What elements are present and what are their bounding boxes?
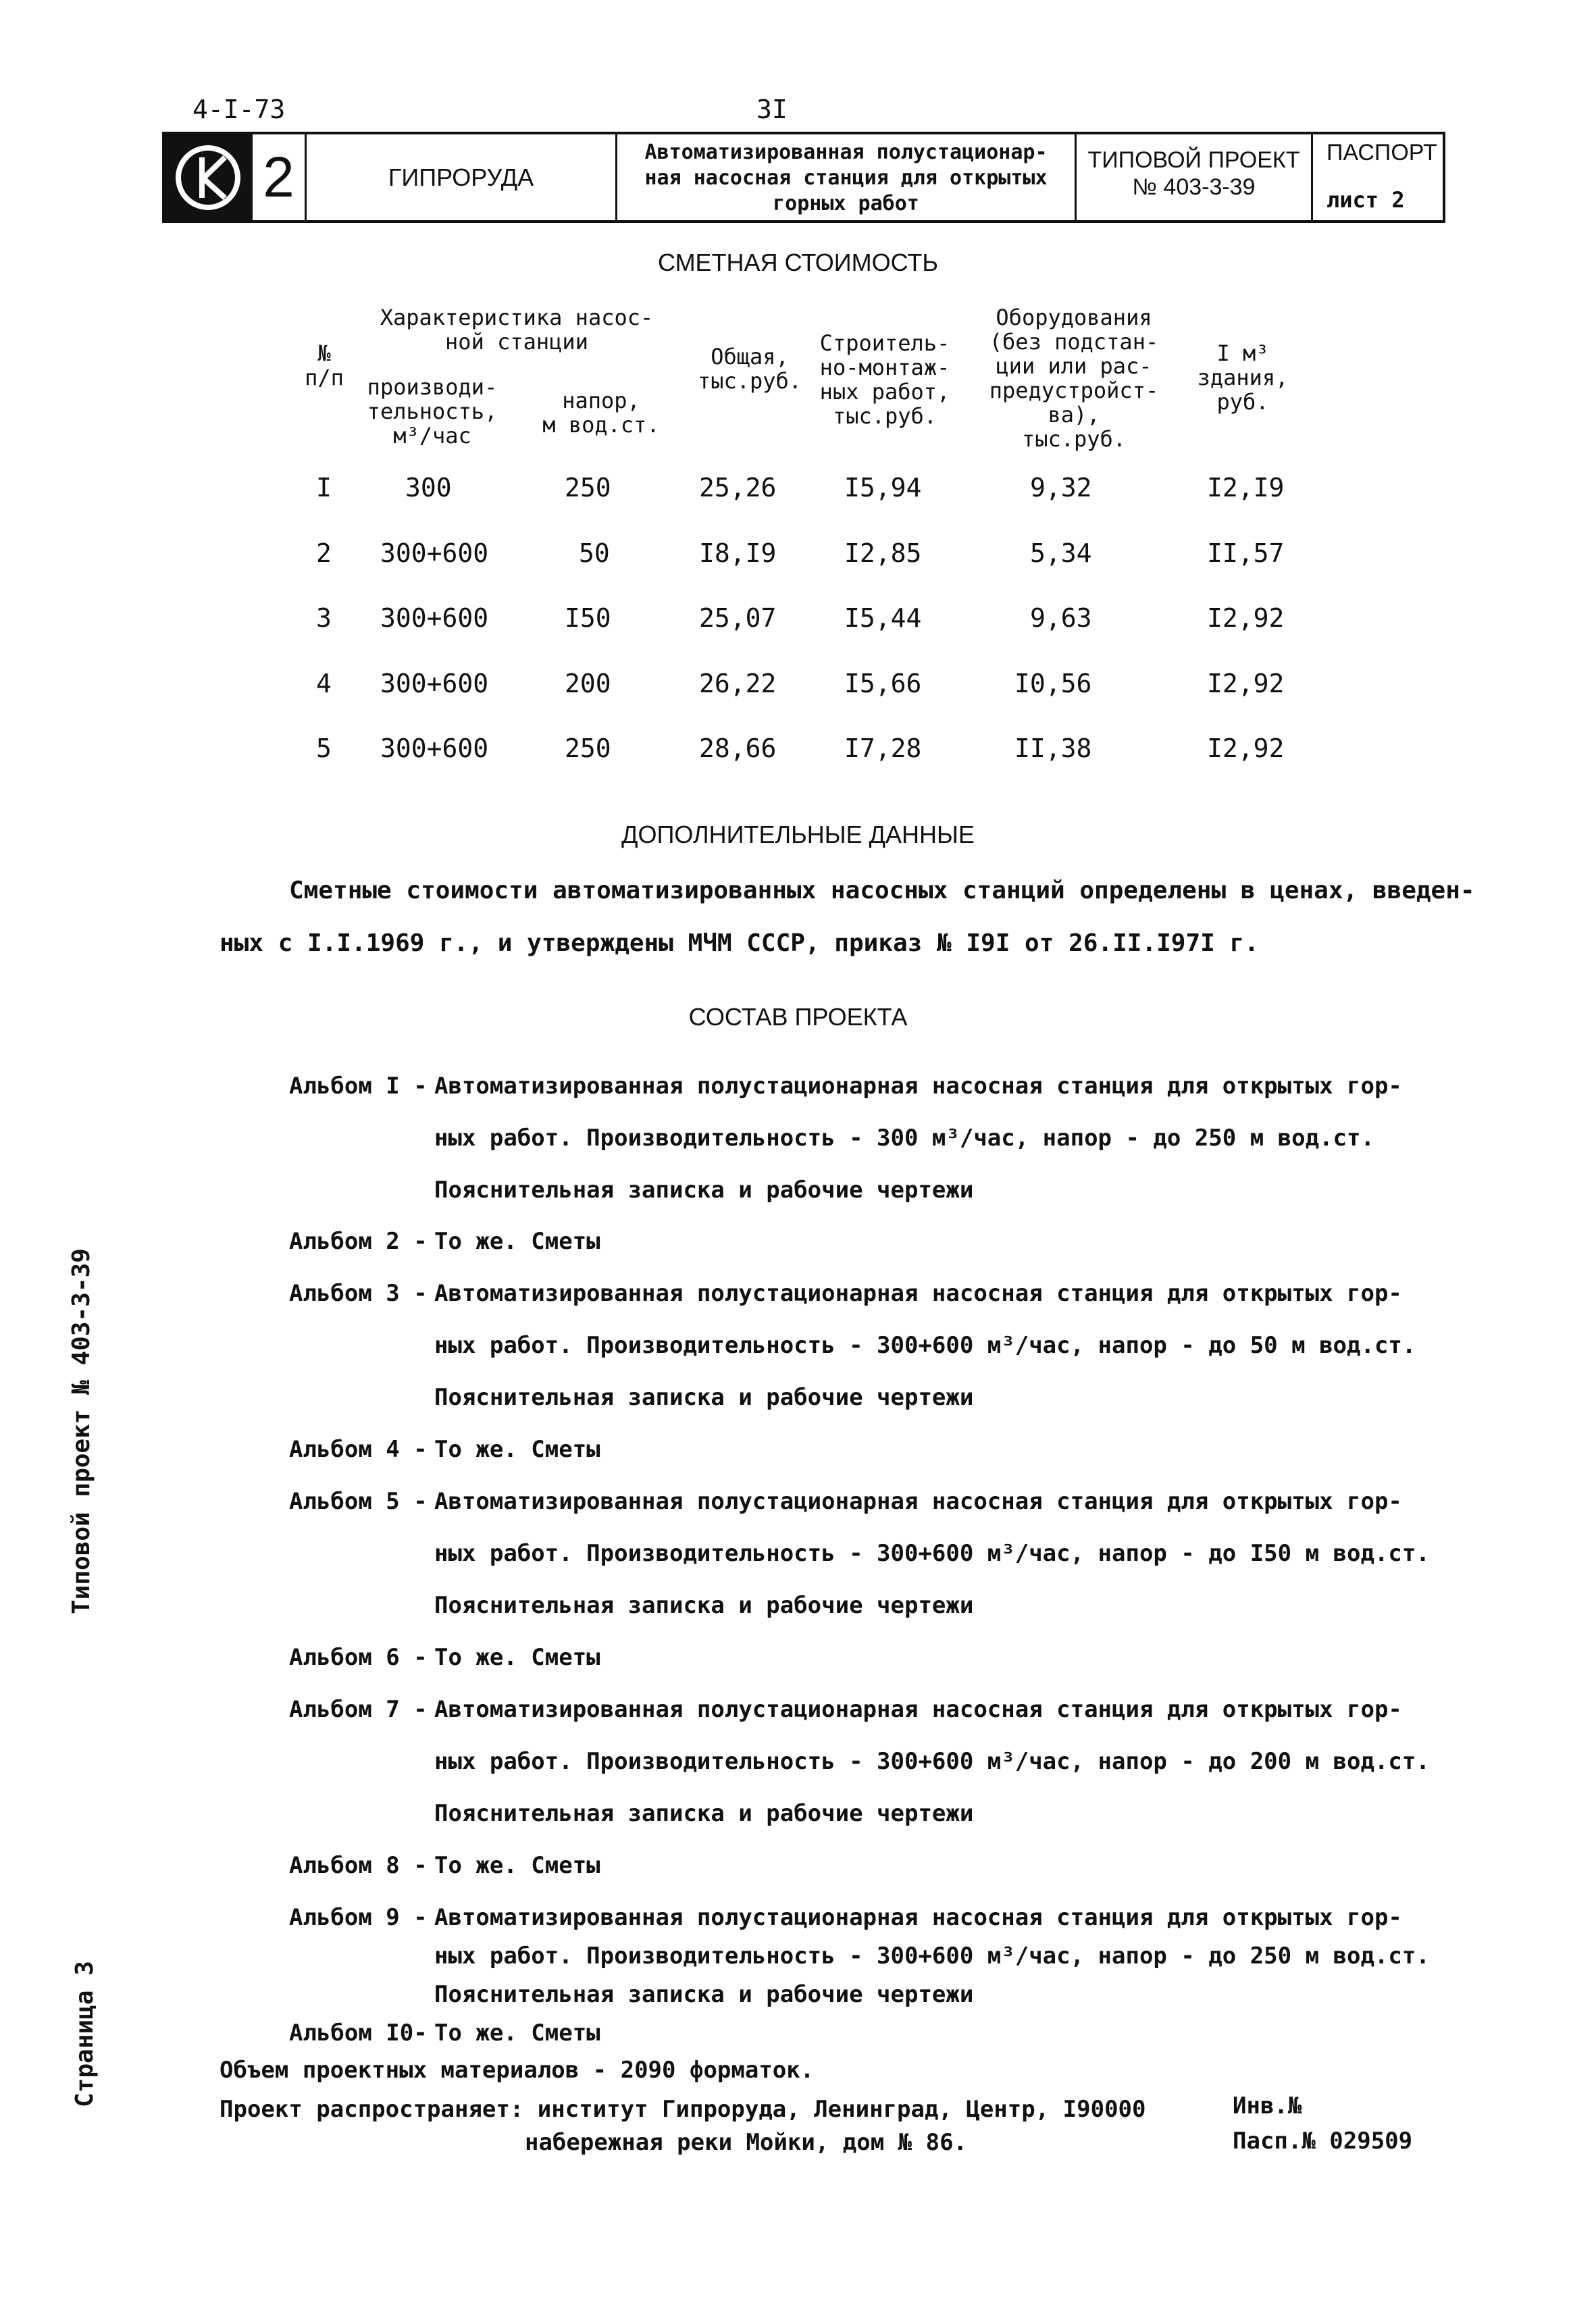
- cell-construction: I2,85: [844, 538, 922, 568]
- cell-num: 5: [316, 734, 332, 763]
- header-line: п/п: [305, 365, 344, 390]
- header-line: Общая,: [711, 344, 789, 369]
- inventory-number: Инв.№: [1233, 2092, 1302, 2119]
- passport-title: ПАСПОРТ: [1327, 140, 1437, 165]
- album-line: Пояснительная записка и рабочие чертежи: [434, 1592, 974, 1619]
- album-line: ных работ. Производительность - 300 м³/час, напор - до 250 м вод.ст.: [434, 1125, 1374, 1152]
- distributor-line: набережная реки Мойки, дом № 86.: [525, 2129, 968, 2156]
- header-line: ных работ,: [819, 379, 950, 405]
- cell-construction: I5,94: [844, 473, 922, 503]
- cell-num: 4: [316, 669, 332, 698]
- cell-equipment: 9,32: [1030, 473, 1092, 503]
- cell-head: 250: [565, 734, 611, 763]
- header-line: тыс.руб.: [1021, 426, 1127, 452]
- col-header-per-m3: [1175, 341, 1310, 414]
- album-label: Альбом I -: [289, 1073, 428, 1100]
- album-line: Пояснительная записка и рабочие чертежи: [434, 1177, 974, 1204]
- cell-construction: I7,28: [844, 734, 922, 763]
- project-line: ТИПОВОЙ ПРОЕКТ: [1087, 147, 1300, 173]
- estimate-heading: СМЕТНАЯ СТОИМОСТЬ: [657, 249, 939, 276]
- document-title: [617, 134, 1077, 220]
- album-line: Автоматизированная полустационарная насосная станция для открытых гор-: [434, 1073, 1402, 1100]
- album-line: ных работ. Производительность - 300+600 м³/час, напор - до 50 м вод.ст.: [434, 1332, 1416, 1359]
- materials-volume: Объем проектных материалов - 2090 форматок.: [220, 2057, 815, 2084]
- cell-per-m3: I2,92: [1207, 669, 1285, 698]
- logo: [165, 134, 253, 220]
- cell-equipment: II,38: [1014, 734, 1092, 763]
- album-label: Альбом 8 -: [289, 1852, 428, 1879]
- album-label: Альбом 4 -: [289, 1436, 428, 1463]
- additional-heading: ДОПОЛНИТЕЛЬНЫЕ ДАННЫЕ: [621, 821, 975, 848]
- cell-num: I: [316, 473, 332, 503]
- header-line: руб.: [1216, 389, 1269, 415]
- header-line: ной станции: [445, 329, 588, 355]
- album-line: То же. Сметы: [434, 1436, 600, 1463]
- header-line: предустройст-: [989, 378, 1159, 403]
- album-line: Пояснительная записка и рабочие чертежи: [434, 1981, 974, 2008]
- page-number: 3I: [756, 95, 788, 124]
- passport-cell: [1313, 134, 1443, 220]
- cell-num: 2: [316, 538, 332, 568]
- album-label: Альбом 2 -: [289, 1228, 428, 1255]
- cell-per-m3: II,57: [1207, 538, 1285, 568]
- distributor-line: Проект распространяет: институт Гипроруда, Ленинград, Центр, I90000: [220, 2096, 1146, 2123]
- header-line: Строитель-: [819, 330, 950, 356]
- ck-logo-icon: [171, 140, 245, 215]
- album-line: ных работ. Производительность - 300+600 м³/час, напор - до 250 м вод.ст.: [434, 1943, 1430, 1970]
- col-header-construction: [804, 331, 966, 428]
- album-line: То же. Сметы: [434, 1644, 600, 1671]
- header-line: тельность,: [367, 398, 498, 424]
- side-page-label: Страница 3: [71, 1961, 99, 2107]
- organization-name: ГИПРОРУДА: [307, 134, 617, 220]
- cell-capacity: 300+600: [380, 603, 489, 633]
- cell-per-m3: I2,I9: [1207, 473, 1285, 503]
- cell-total: 25,07: [699, 603, 777, 633]
- document-code: 4-I-73: [192, 95, 286, 124]
- album-line: Автоматизированная полустационарная насосная станция для открытых гор-: [434, 1280, 1402, 1307]
- title-line: Автоматизированная полустационар-: [644, 140, 1048, 164]
- album-line: Автоматизированная полустационарная насосная станция для открытых гор-: [434, 1696, 1402, 1723]
- col-header-capacity: [358, 375, 507, 448]
- title-line: ная насосная станция для открытых: [644, 166, 1048, 190]
- cell-equipment: 9,63: [1030, 603, 1092, 633]
- cell-total: 26,22: [699, 669, 777, 698]
- side-project-label: Типовой проект № 403-3-39: [68, 1248, 95, 1614]
- album-line: ных работ. Производительность - 300+600 м³/час, напор - до I50 м вод.ст.: [434, 1540, 1430, 1567]
- col-header-head: [527, 388, 675, 437]
- album-line: Пояснительная записка и рабочие чертежи: [434, 1384, 974, 1411]
- sheet-number: лист 2: [1327, 187, 1405, 213]
- header-line: но-монтаж-: [819, 355, 950, 380]
- album-line: Автоматизированная полустационарная насосная станция для открытых гор-: [434, 1904, 1402, 1931]
- cell-capacity: 300+600: [380, 538, 489, 568]
- header-line: здания,: [1197, 365, 1289, 390]
- header-line: (без подстан-: [989, 329, 1159, 355]
- cell-num: 3: [316, 603, 332, 633]
- header-line: тыс.руб.: [832, 403, 937, 429]
- cell-total: 28,66: [699, 734, 777, 763]
- header-line: Оборудования: [996, 305, 1152, 330]
- header-line: I м³: [1216, 340, 1269, 366]
- cell-total: 25,26: [699, 473, 777, 503]
- cell-head: 50: [579, 538, 610, 568]
- header-line: напор,: [562, 388, 640, 413]
- logo-number: 2: [253, 134, 307, 220]
- album-label: Альбом I0-: [289, 2020, 428, 2047]
- album-label: Альбом 6 -: [289, 1644, 428, 1671]
- cell-construction: I5,44: [844, 603, 922, 633]
- project-line: № 403-3-39: [1132, 174, 1256, 200]
- cell-capacity: 300+600: [380, 734, 489, 763]
- album-label: Альбом 7 -: [289, 1696, 428, 1723]
- header-line: м вод.ст.: [542, 412, 660, 438]
- cell-capacity: 300+600: [380, 669, 489, 698]
- album-line: Пояснительная записка и рабочие чертежи: [434, 1800, 974, 1827]
- col-header-num: [297, 341, 351, 390]
- col-header-equipment: [973, 305, 1175, 451]
- cell-equipment: 5,34: [1030, 538, 1092, 568]
- cell-capacity: 300: [405, 473, 452, 503]
- title-block: [162, 132, 1445, 223]
- header-line: тыс.руб.: [697, 368, 802, 394]
- header-line: ва),: [1048, 402, 1100, 428]
- album-line: Автоматизированная полустационарная насосная станция для открытых гор-: [434, 1488, 1402, 1515]
- composition-heading: СОСТАВ ПРОЕКТА: [688, 1003, 908, 1031]
- cell-head: 250: [565, 473, 611, 503]
- additional-text-line: Сметные стоимости автоматизированных насосных станций определены в ценах, введен-: [289, 877, 1475, 904]
- album-line: То же. Сметы: [434, 1852, 600, 1879]
- album-line: То же. Сметы: [434, 1228, 600, 1255]
- additional-text-line: ных с I.I.1969 г., и утверждены МЧМ СССР, приказ № I9I от 26.II.I97I г.: [220, 929, 1259, 957]
- title-line: горных работ: [773, 192, 919, 215]
- cell-per-m3: I2,92: [1207, 603, 1285, 633]
- header-line: №: [317, 340, 331, 366]
- project-number: [1077, 134, 1313, 220]
- col-header-total: [682, 344, 817, 393]
- cell-equipment: I0,56: [1014, 669, 1092, 698]
- cell-total: I8,I9: [699, 538, 777, 568]
- album-label: Альбом 3 -: [289, 1280, 428, 1307]
- passport-number: Пасп.№ 029509: [1233, 2128, 1413, 2155]
- album-label: Альбом 5 -: [289, 1488, 428, 1515]
- col-header-station: [365, 305, 669, 354]
- header-line: м³/час: [393, 423, 471, 448]
- header-line: Характеристика насос-: [380, 305, 654, 330]
- album-line: То же. Сметы: [434, 2020, 600, 2047]
- cell-head: 200: [565, 669, 611, 698]
- album-line: ных работ. Производительность - 300+600 м³/час, напор - до 200 м вод.ст.: [434, 1748, 1430, 1775]
- header-line: ции или рас-: [996, 353, 1152, 379]
- cell-per-m3: I2,92: [1207, 734, 1285, 763]
- header-line: производи-: [367, 374, 498, 400]
- album-label: Альбом 9 -: [289, 1904, 428, 1931]
- cell-construction: I5,66: [844, 669, 922, 698]
- cell-head: I50: [565, 603, 611, 633]
